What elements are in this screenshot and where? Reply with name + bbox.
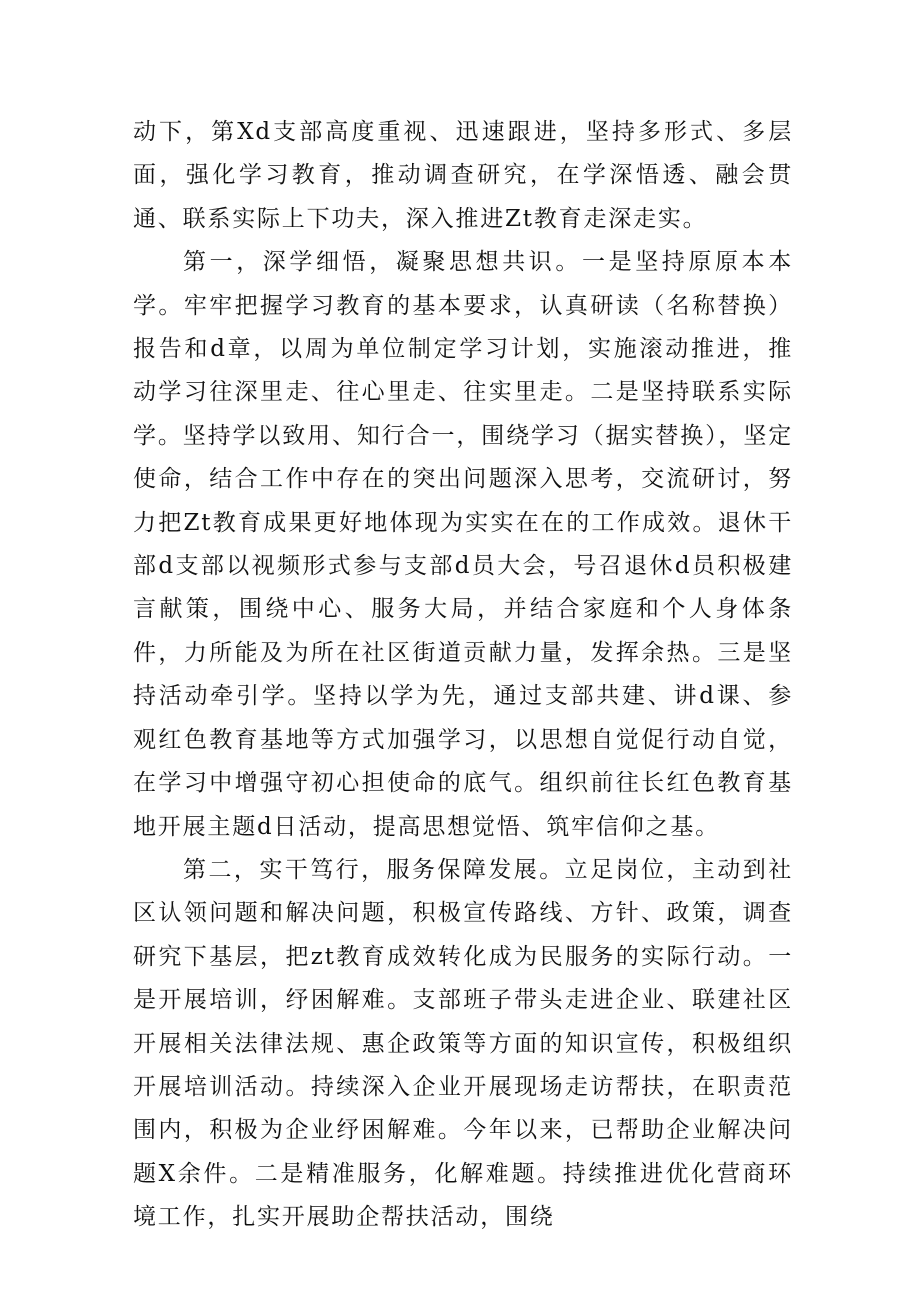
paragraph-intro: 动下，第Xd支部高度重视、迅速跟进，坚持多形式、多层面，强化学习教育，推动调查研究，在学深悟透、融会贯通、联系实际上下功夫，深入推进Zt教育走深走实。 bbox=[133, 119, 793, 232]
paragraph-first-section: 第一，深学细悟，凝聚思想共识。一是坚持原原本本学。牢牢把握学习教育的基本要求，认真研读（名称替换）报告和d章，以周为单位制定学习计划，实施滚动推进，推动学习往深里走、往心里走、往实里走。二是坚持联系实际学。坚持学以致用、知行合一，围绕学习（据实替换），坚定使命，结合工作中存在的突出问题深入思考，交流研讨，努力把Zt教育成果更好地体现为实实在在的工作成效。退休干部d支部以视频形式参与支部d员大会，号召退休d员积极建言献策，围绕中心、服务大局，并结合家庭和个人身体条件，力所能及为所在社区街道贡献力量，发挥余热。三是坚持活动牵引学。坚持以学为先，通过支部共建、讲d课、参观红色教育基地等方式加强学习，以思想自觉促行动自觉，在学习中增强守初心担使命的底气。组织前往长红色教育基地开展主题d日活动，提高思想觉悟、筑牢信仰之基。 bbox=[133, 249, 793, 840]
document-body bbox=[133, 111, 793, 1240]
paragraph-second-section: 第二，实干笃行，服务保障发展。立足岗位，主动到社区认领问题和解决问题，积极宣传路线、方针、政策，调查研究下基层，把zt教育成效转化成为民服务的实际行动。一是开展培训，纾困解难。支部班子带头走进企业、联建社区开展相关法律法规、惠企政策等方面的知识宣传，积极组织开展培训活动。持续深入企业开展现场走访帮扶，在职责范围内，积极为企业纾困解难。今年以来，已帮助企业解决问题X余件。二是精准服务，化解难题。持续推进优化营商环境工作，扎实开展助企帮扶活动，围绕 bbox=[133, 856, 793, 1231]
